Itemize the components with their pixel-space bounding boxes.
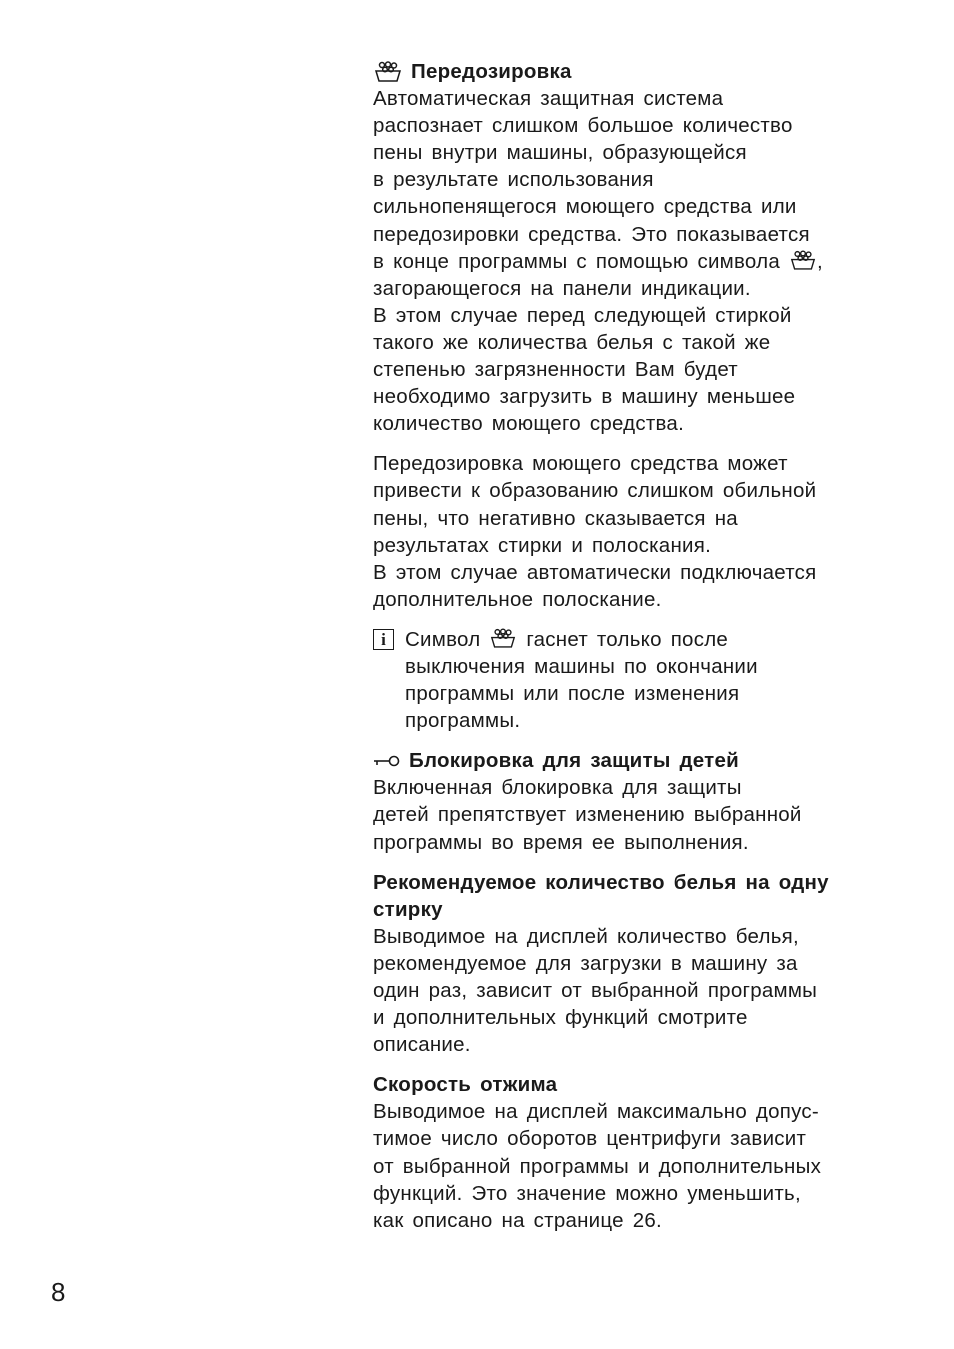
text-line-with-icon — [405, 626, 758, 653]
overdose-paragraph-2 — [373, 450, 893, 613]
load-title-line: Рекомендуемое количество белья на одну — [373, 870, 829, 894]
comma: , — [816, 249, 823, 273]
spin-title: Скорость отжима — [373, 1073, 558, 1097]
text-line: программы или после изменения — [405, 682, 740, 706]
childlock-title: Блокировка для защиты детей — [409, 749, 739, 773]
text-line: как описано на странице 26. — [373, 1208, 662, 1232]
text-line: тимое число оборотов центрифуги зависит — [373, 1127, 807, 1151]
key-icon — [373, 754, 401, 768]
childlock-heading — [373, 747, 893, 774]
text-line: дополнительное полоскание. — [373, 587, 662, 611]
text-line: сильнопенящегося моющего средства или — [373, 195, 797, 219]
text-line: один раз, зависит от выбранной программы — [373, 979, 818, 1002]
text-line: описание. — [373, 1033, 471, 1057]
text-line: Автоматическая защитная система — [373, 87, 724, 111]
content-column — [373, 58, 893, 1234]
text-line: Выводимое на дисплей максимально допус- — [373, 1100, 819, 1124]
text-line: и дополнительных функций смотрите — [373, 1006, 748, 1030]
text-line: выключения машины по окончании — [405, 654, 758, 678]
text-line: привести к образованию слишком обильной — [373, 479, 817, 503]
text-line: количество моющего средства. — [373, 412, 685, 436]
text-line: рекомендуемое для загрузки в машину за — [373, 951, 798, 975]
text-line: результатах стирки и полоскания. — [373, 533, 712, 557]
text-line-with-icon — [373, 248, 893, 275]
text-line: степенью загрязненности Вам будет — [373, 358, 738, 382]
text-line: детей препятствует изменению выбранной — [373, 803, 802, 827]
text-line: программы во время ее выполнения. — [373, 830, 749, 854]
childlock-paragraph — [373, 774, 893, 855]
load-title-line: стирку — [373, 897, 443, 921]
info-note-text — [405, 626, 758, 734]
text-fragment: в конце программы с помощью символа — [373, 249, 780, 273]
page-number: 8 — [51, 1277, 66, 1307]
spin-paragraph — [373, 1098, 893, 1233]
text-line: Включенная блокировка для защиты — [373, 776, 742, 800]
text-line: программы. — [405, 709, 521, 733]
info-note — [373, 626, 893, 734]
text-line: такого же количества белья с такой же — [373, 330, 771, 354]
text-line: от выбранной программы и дополнительных — [373, 1154, 822, 1178]
foam-icon — [373, 61, 403, 83]
text-line: загорающегося на панели индикации. — [373, 276, 751, 300]
load-paragraph — [373, 923, 893, 1058]
text-line: пены, что негативно сказывается на — [373, 506, 738, 530]
text-line: В этом случае автоматически подключается — [373, 560, 817, 584]
overdose-heading — [373, 58, 893, 85]
text-line: распознает слишком большое количество — [373, 114, 793, 138]
load-heading — [373, 869, 893, 923]
foam-icon — [789, 250, 817, 271]
text-fragment: Символ — [405, 627, 481, 651]
text-line: передозировки средства. Это показывается — [373, 222, 810, 246]
text-line: Передозировка моющего средства может — [373, 452, 788, 476]
text-line: в результате использования — [373, 168, 654, 192]
text-line: В этом случае перед следующей стиркой — [373, 303, 792, 327]
foam-icon — [489, 628, 517, 649]
text-line: Выводимое на дисплей количество белья, — [373, 924, 799, 948]
text-line: функций. Это значение можно уменьшить, — [373, 1181, 801, 1205]
text-line: необходимо загрузить в машину меньшее — [373, 385, 796, 409]
text-line: пены внутри машины, образующейся — [373, 141, 747, 165]
info-icon: i — [373, 629, 394, 650]
text-fragment: гаснет только после — [526, 627, 729, 651]
overdose-title: Передозировка — [411, 60, 572, 83]
overdose-paragraph-1 — [373, 85, 893, 437]
